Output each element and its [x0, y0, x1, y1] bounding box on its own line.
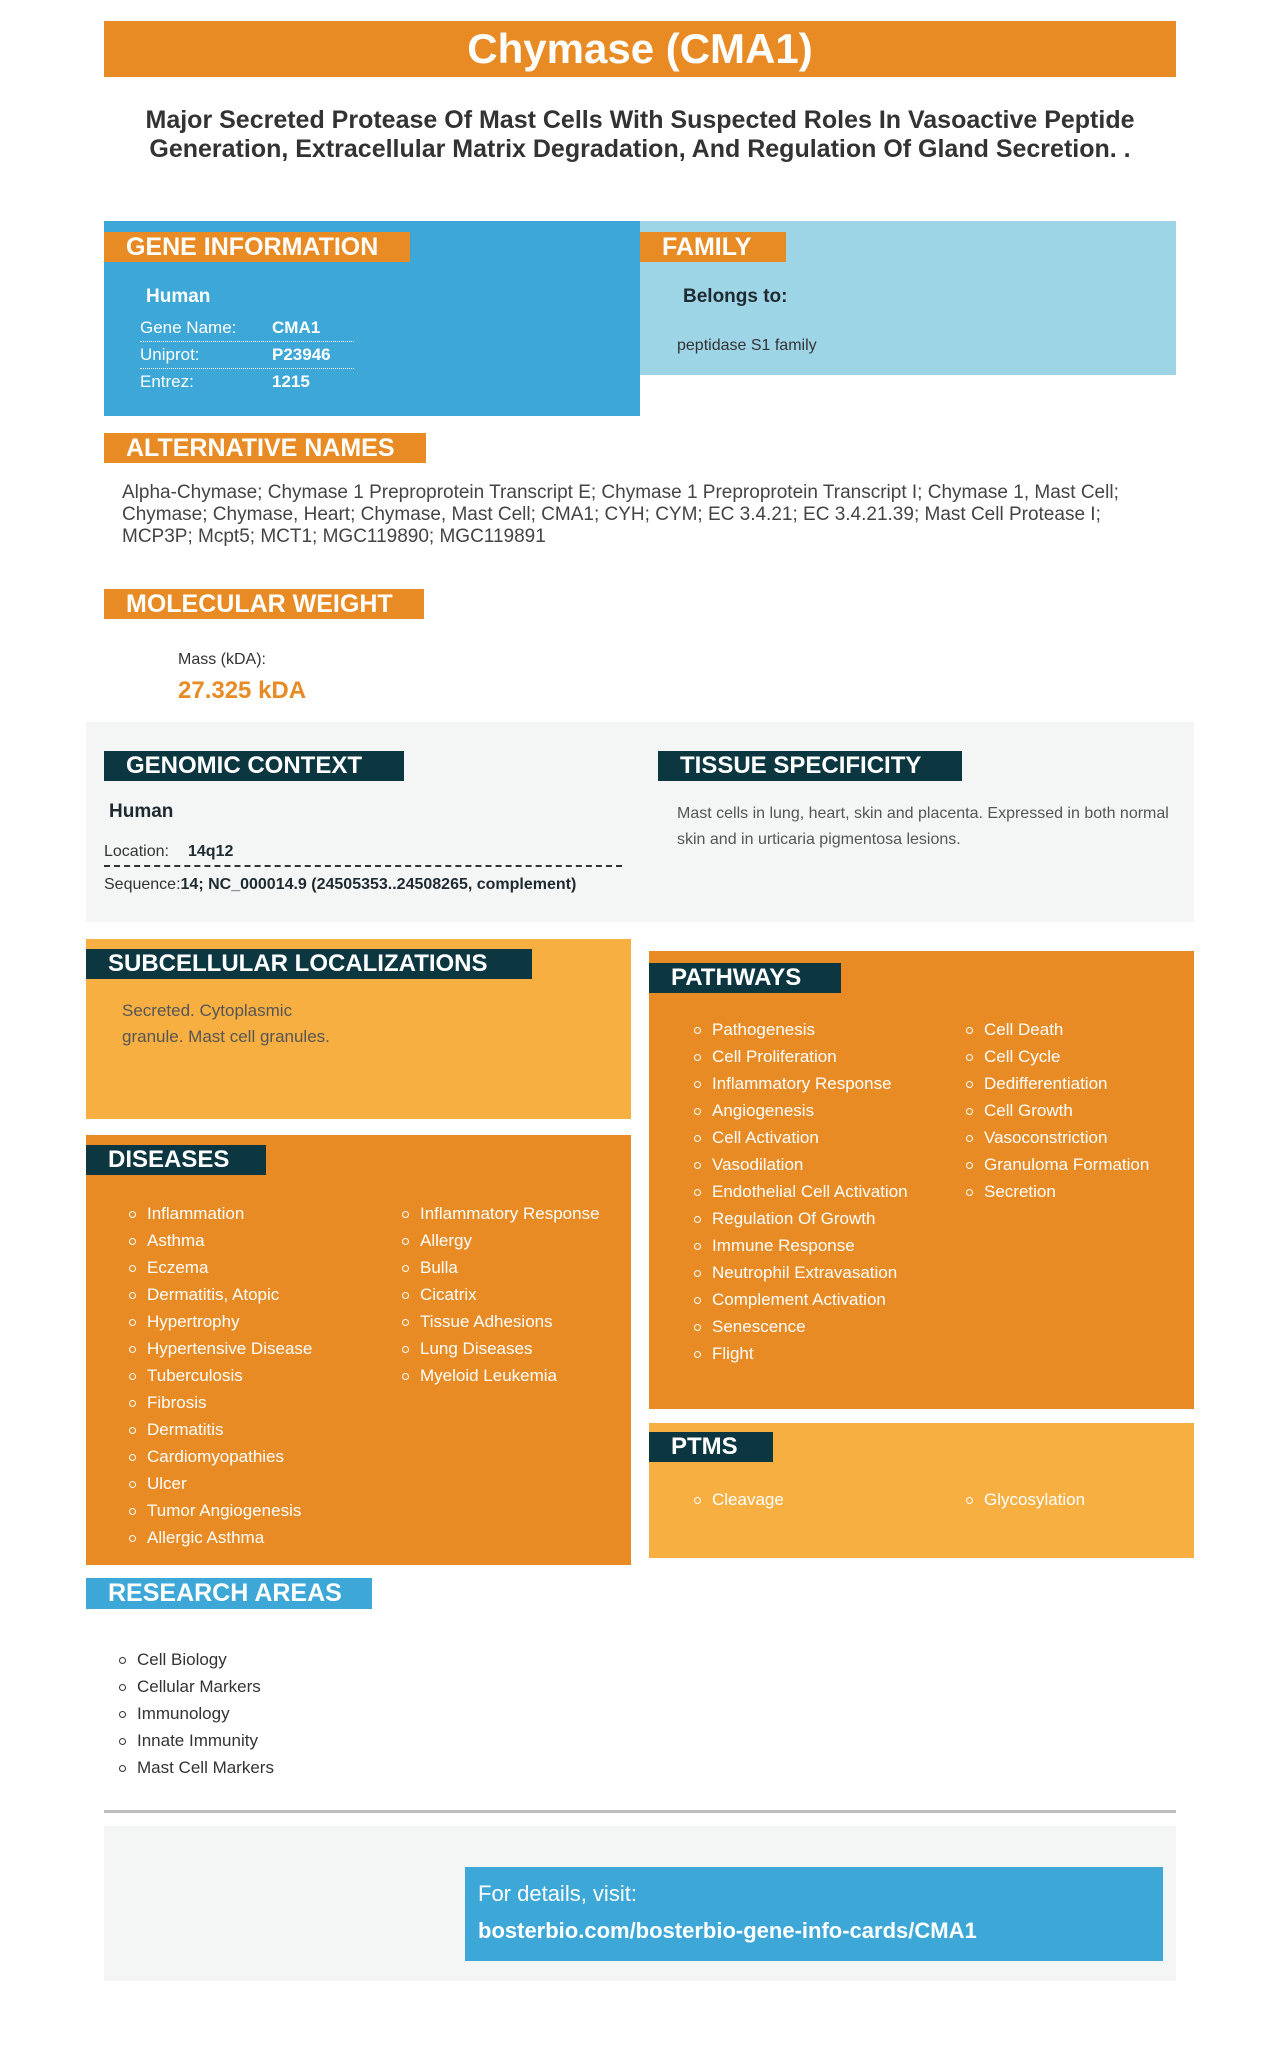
disease-item: Cicatrix: [400, 1281, 620, 1308]
pathway-item: Cell Activation: [692, 1124, 932, 1151]
research-area-item: Mast Cell Markers: [117, 1754, 417, 1781]
tissue-specificity-text: Mast cells in lung, heart, skin and placenta. Expressed in both normal skin and in urticaria pigmentosa lesions.: [677, 805, 1169, 848]
uniprot-row: [140, 341, 354, 369]
disease-item: Eczema: [127, 1254, 387, 1281]
footer-visit-text: For details, visit:: [478, 1881, 637, 1906]
pathway-item: Vasoconstriction: [964, 1124, 1174, 1151]
subcellular-text: Secreted. Cytoplasmic granule. Mast cell granules.: [122, 1001, 330, 1046]
disease-item: Asthma: [127, 1227, 387, 1254]
pathway-item: Dedifferentiation: [964, 1070, 1174, 1097]
subcellular-heading: SUBCELLULAR LOCALIZATIONS: [86, 949, 532, 979]
ptms-list-col2: [964, 1486, 1174, 1513]
pathway-item: Immune Response: [692, 1232, 932, 1259]
disease-item: Lung Diseases: [400, 1335, 620, 1362]
alternative-names-heading: ALTERNATIVE NAMES: [104, 433, 426, 463]
disease-item: Tuberculosis: [127, 1362, 387, 1389]
gene-name-label: Gene Name:: [140, 317, 237, 337]
research-area-item: Innate Immunity: [117, 1727, 417, 1754]
disease-item: Fibrosis: [127, 1389, 387, 1416]
page-title: Chymase (CMA1): [104, 21, 1176, 77]
family-value: peptidase S1 family: [677, 337, 817, 354]
pathways-list-col1: [692, 1016, 932, 1367]
research-area-item: Cell Biology: [117, 1646, 417, 1673]
ptm-item: Glycosylation: [964, 1486, 1174, 1513]
disease-item: Bulla: [400, 1254, 620, 1281]
genomic-context-heading: GENOMIC CONTEXT: [104, 751, 404, 781]
research-area-item: Cellular Markers: [117, 1673, 417, 1700]
pathway-item: Angiogenesis: [692, 1097, 932, 1124]
disease-item: Ulcer: [127, 1470, 387, 1497]
footer-divider: [104, 1810, 1176, 1813]
pathway-item: Cell Cycle: [964, 1043, 1174, 1070]
research-areas-list: [117, 1646, 417, 1781]
gene-name-row: [140, 314, 354, 342]
pathway-item: Cell Proliferation: [692, 1043, 932, 1070]
entrez-value: 1215: [272, 371, 310, 391]
pathways-heading: PATHWAYS: [649, 963, 841, 993]
sequence-row: [104, 872, 664, 898]
uniprot-label: Uniprot:: [140, 344, 200, 364]
gene-information-heading: GENE INFORMATION: [104, 232, 410, 262]
pathway-item: Senescence: [692, 1313, 932, 1340]
family-heading: FAMILY: [640, 232, 786, 262]
research-areas-heading: RESEARCH AREAS: [86, 1578, 372, 1609]
disease-item: Myeloid Leukemia: [400, 1362, 620, 1389]
molecular-weight-heading: MOLECULAR WEIGHT: [104, 589, 424, 619]
mass-value: 27.325 kDA: [178, 677, 307, 704]
pathway-item: Cell Death: [964, 1016, 1174, 1043]
disease-item: Cardiomyopathies: [127, 1443, 387, 1470]
disease-item: Dermatitis, Atopic: [127, 1281, 387, 1308]
location-value: 14q12: [188, 843, 234, 860]
pathways-list-col2: [964, 1016, 1174, 1205]
research-area-item: Immunology: [117, 1700, 417, 1727]
disease-item: Hypertrophy: [127, 1308, 387, 1335]
disease-item: Allergy: [400, 1227, 620, 1254]
pathway-item: Pathogenesis: [692, 1016, 932, 1043]
family-belongs-label: Belongs to:: [683, 286, 788, 307]
pathway-item: Flight: [692, 1340, 932, 1367]
disease-item: Allergic Asthma: [127, 1524, 387, 1551]
pathway-item: Cell Growth: [964, 1097, 1174, 1124]
entrez-row: [140, 368, 354, 395]
diseases-list-col1: [127, 1200, 387, 1551]
genomic-species: Human: [109, 801, 174, 822]
disease-item: Inflammation: [127, 1200, 387, 1227]
location-row: [104, 839, 622, 867]
entrez-label: Entrez:: [140, 371, 194, 391]
disease-item: Dermatitis: [127, 1416, 387, 1443]
sequence-label: Sequence:: [104, 876, 181, 893]
ptm-item: Cleavage: [692, 1486, 932, 1513]
disease-item: Inflammatory Response: [400, 1200, 620, 1227]
pathway-item: Endothelial Cell Activation: [692, 1178, 932, 1205]
location-label: Location:: [104, 843, 169, 860]
pathway-item: Vasodilation: [692, 1151, 932, 1178]
sequence-value: 14; NC_000014.9 (24505353..24508265, complement): [180, 876, 577, 893]
pathway-item: Neutrophil Extravasation: [692, 1259, 932, 1286]
uniprot-value: P23946: [272, 344, 331, 364]
footer-link-box[interactable]: [465, 1867, 1163, 1961]
pathway-item: Granuloma Formation: [964, 1151, 1174, 1178]
pathway-item: Regulation Of Growth: [692, 1205, 932, 1232]
gene-name-value: CMA1: [272, 317, 321, 337]
pathway-item: Secretion: [964, 1178, 1174, 1205]
mass-label: Mass (kDA):: [178, 651, 266, 668]
disease-item: Tissue Adhesions: [400, 1308, 620, 1335]
footer-link[interactable]: bosterbio.com/bosterbio-gene-info-cards/CMA1: [478, 1918, 977, 1943]
gene-species: Human: [146, 286, 211, 307]
diseases-list-col2: [400, 1200, 620, 1389]
diseases-heading: DISEASES: [86, 1145, 266, 1175]
disease-item: Hypertensive Disease: [127, 1335, 387, 1362]
alternative-names-text: Alpha-Chymase; Chymase 1 Preproprotein Transcript E; Chymase 1 Preproprotein Transcript I; Chymase 1, Mast Cell; Chymase; Chymase, Heart; Chymase, Mast Cell; CMA1; CYH; CYM; EC 3.4.21; EC 3.4.21.39; Mast Cell Protease I; MCP3P; Mcpt5; MCT1; MGC119890; MGC119891: [122, 482, 1119, 547]
page-subtitle: Major Secreted Protease Of Mast Cells With Suspected Roles In Vasoactive Peptide Generation, Extracellular Matrix Degradation, And Regulation Of Gland Secretion. .: [145, 106, 1135, 163]
disease-item: Tumor Angiogenesis: [127, 1497, 387, 1524]
pathway-item: Inflammatory Response: [692, 1070, 932, 1097]
ptms-list-col1: [692, 1486, 932, 1513]
tissue-specificity-heading: TISSUE SPECIFICITY: [658, 751, 962, 781]
pathway-item: Complement Activation: [692, 1286, 932, 1313]
ptms-heading: PTMS: [649, 1432, 773, 1462]
